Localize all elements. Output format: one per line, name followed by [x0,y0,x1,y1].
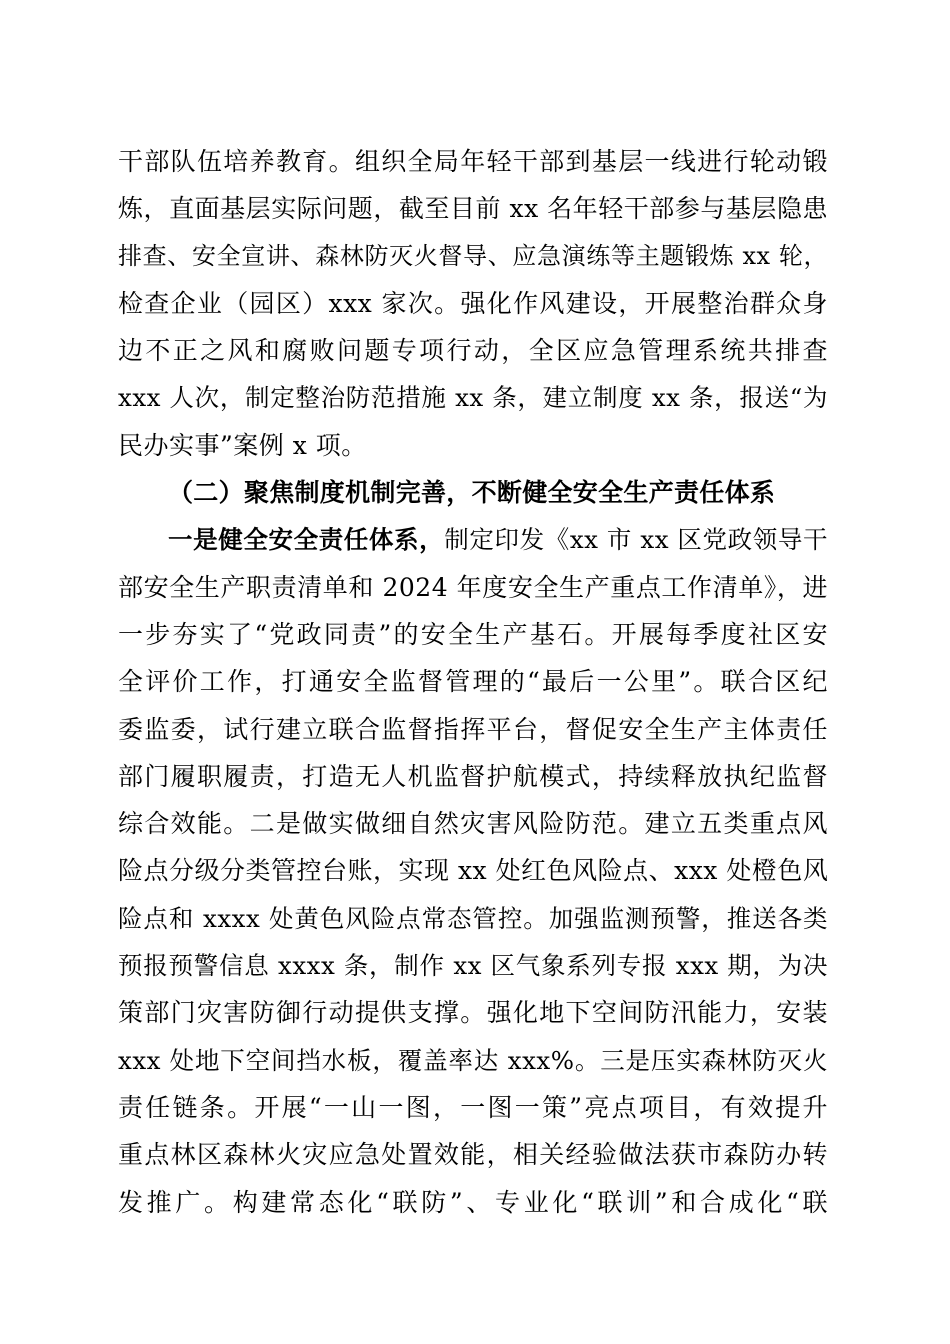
paragraph-2-line: 发推广。构建常态化“联防”、专业化“联训”和合成化“联 [118,1187,828,1217]
document-body [118,138,828,1226]
paragraph-2-line: 责任链条。开展“一山一图，一图一策”亮点项目，有效提升 [118,1092,828,1122]
section-heading: （二）聚焦制度机制完善，不断健全安全生产责任体系 [168,478,776,508]
paragraph-2-line: 一步夯实了“党政同责”的安全生产基石。开展每季度社区安 [118,619,828,649]
paragraph-2-line: 重点林区森林火灾应急处置效能，相关经验做法获市森防办转 [118,1140,828,1170]
paragraph-1-line: xxx 人次，制定整治防范措施 xx 条，建立制度 xx 条，报送“为 [118,383,828,413]
paragraph-1-line: 炼，直面基层实际问题，截至目前 xx 名年轻干部参与基层隐患 [118,194,828,224]
paragraph-2-line: xxx 处地下空间挡水板，覆盖率达 xxx%。三是压实森林防灭火 [118,1045,828,1075]
paragraph-2-bold-lead: 一是健全安全责任体系， [168,525,445,555]
paragraph-2-first-line-rest: 制定印发《xx 市 xx 区党政领导干 [444,525,828,555]
paragraph-2-first-line [118,516,828,563]
paragraph-2-line: 部门履职履责，打造无人机监督护航模式，持续释放执纪监督 [118,761,828,791]
paragraph-1-line: 排查、安全宣讲、森林防灭火督导、应急演练等主题锻炼 xx 轮， [118,241,828,270]
paragraph-2-line: 委监委，试行建立联合监督指挥平台，督促安全生产主体责任 [118,714,828,744]
paragraph-2-line: 险点分级分类管控台账，实现 xx 处红色风险点、xxx 处橙色风 [118,856,829,886]
paragraph-2-line: 综合效能。二是做实做细自然灾害风险防范。建立五类重点风 [118,809,828,839]
paragraph-2-line: 部安全生产职责清单和 2024 年度安全生产重点工作清单》，进 [118,572,828,602]
paragraph-2-line: 预报预警信息 xxxx 条，制作 xx 区气象系列专报 xxx 期，为决 [118,951,828,981]
paragraph-2-line: 险点和 xxxx 处黄色风险点常态管控。加强监测预警，推送各类 [118,903,828,933]
paragraph-2-line: 全评价工作，打通安全监督管理的“最后一公里”。联合区纪 [118,667,828,697]
paragraph-2-line: 策部门灾害防御行动提供支撑。强化地下空间防汛能力，安装 [118,998,828,1028]
paragraph-1-line: 检查企业（园区）xxx 家次。强化作风建设，开展整治群众身 [118,288,828,318]
paragraph-1-line: 民办实事”案例 x 项。 [118,430,367,460]
paragraph-1-line: 干部队伍培养教育。组织全局年轻干部到基层一线进行轮动锻 [118,147,828,176]
paragraph-1-line: 边不正之风和腐败问题专项行动，全区应急管理系统共排查 [118,336,828,366]
